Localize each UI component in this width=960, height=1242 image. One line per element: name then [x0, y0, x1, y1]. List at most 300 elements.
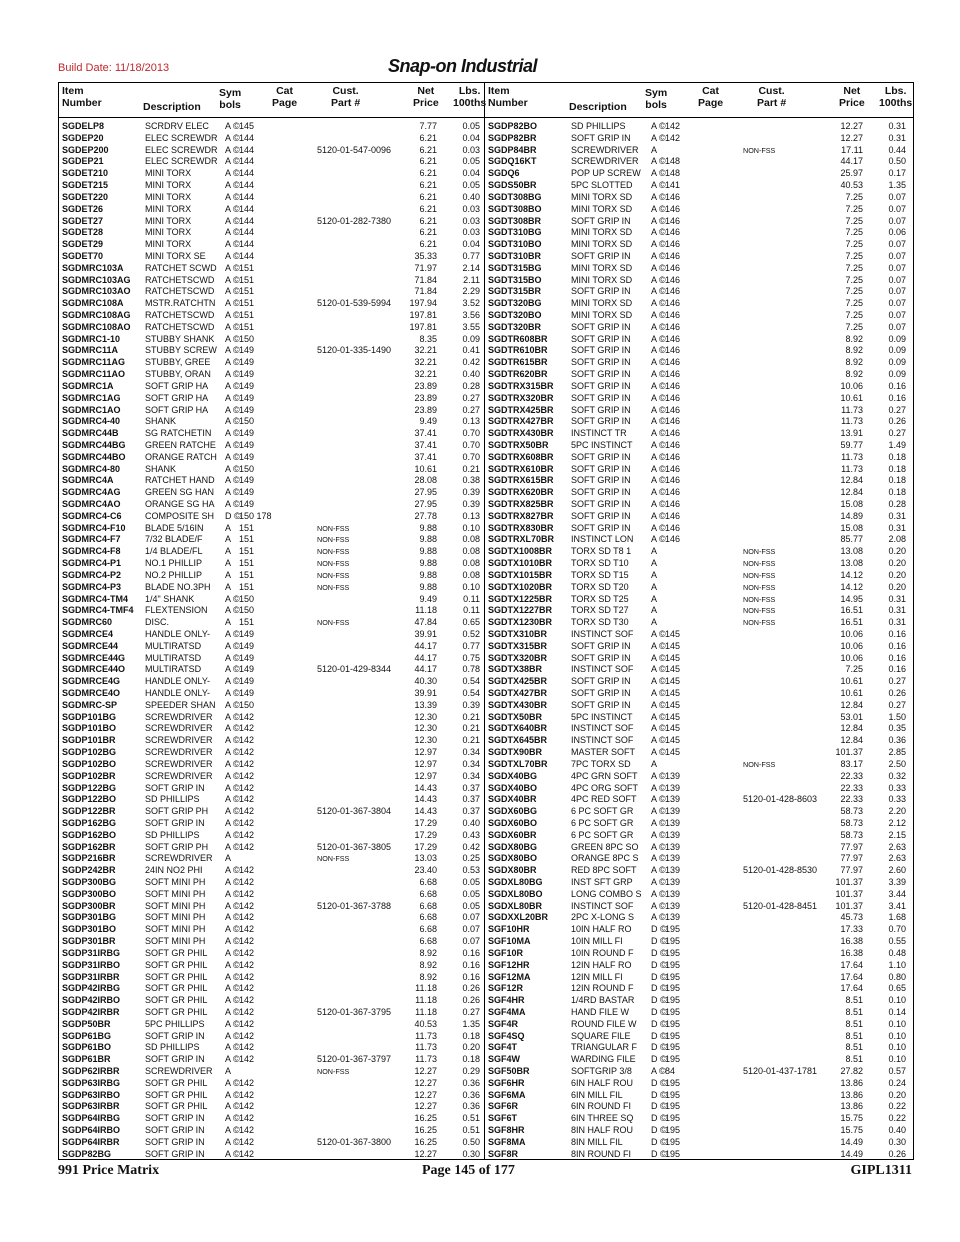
- description: 12IN HALF RO: [571, 959, 632, 970]
- table-row: [485, 664, 913, 676]
- net-price: 7.25: [845, 321, 863, 332]
- symbols: A ©: [225, 747, 240, 758]
- cat-page: 142: [239, 1148, 255, 1159]
- weight: 2.29: [462, 286, 480, 297]
- net-price: 47.84: [414, 617, 437, 628]
- description: 5PC SLOTTED: [571, 180, 633, 191]
- description: SOFT MINI PH: [145, 912, 206, 923]
- item-number: SGDXL80BR: [488, 900, 543, 911]
- symbols: A: [651, 558, 658, 569]
- symbols: A ©: [651, 900, 666, 911]
- cat-page: 146: [665, 380, 681, 391]
- net-price: 101.37: [835, 900, 863, 911]
- symbols: A ©: [225, 203, 240, 214]
- weight: 0.07: [888, 310, 906, 320]
- weight: 0.16: [888, 380, 906, 391]
- table-row: [485, 1090, 913, 1102]
- net-price: 27.95: [414, 487, 437, 498]
- table-row: [485, 322, 913, 334]
- symbols: A ©: [651, 499, 666, 509]
- cust-part: 5120-01-367-3795: [317, 1006, 392, 1017]
- item-number: SGDTX1020BR: [488, 581, 553, 592]
- symbols: A ©: [651, 168, 666, 179]
- item-number: SGDMRC4-TMF4: [62, 605, 134, 616]
- cat-page: 195: [665, 983, 681, 994]
- description: SOFT GRIP IN: [145, 1030, 205, 1041]
- cust-part: NON-FSS: [743, 606, 776, 616]
- table-row: [485, 334, 913, 346]
- description: MULTIRATSD: [145, 652, 202, 663]
- weight: 0.21: [462, 735, 480, 746]
- item-number: SGF4W: [488, 1054, 521, 1065]
- footer-page-number: Page 145 of 177: [422, 1163, 515, 1178]
- weight: 0.18: [888, 463, 906, 474]
- symbols: A ©: [225, 1125, 240, 1136]
- left-header-net: Net Price: [413, 85, 439, 109]
- symbols: A ©: [225, 900, 240, 911]
- table-row: [59, 747, 484, 759]
- description: MINI TORX SD: [571, 298, 633, 309]
- cat-page: 145: [665, 676, 681, 687]
- table-row: [485, 889, 913, 901]
- net-price: 71.84: [414, 274, 437, 285]
- item-number: SGDTR608BR: [488, 333, 548, 344]
- weight: 0.42: [462, 841, 480, 852]
- table-row: [59, 889, 484, 901]
- cat-page: 145: [665, 640, 681, 651]
- table-row: [59, 286, 484, 298]
- table-row: [59, 310, 484, 322]
- weight: 0.20: [888, 558, 906, 569]
- cat-page: 146: [665, 510, 681, 521]
- description: 6IN HALF ROU: [571, 1077, 634, 1088]
- item-number: SGDMRC108AO: [62, 321, 131, 332]
- weight: 0.20: [888, 1089, 906, 1100]
- cat-page: 151: [239, 534, 255, 545]
- weight: 0.03: [462, 215, 480, 226]
- description: SOFT GRIP IN: [571, 640, 631, 651]
- net-price: 58.73: [840, 817, 863, 828]
- symbols: A: [225, 546, 232, 557]
- weight: 3.44: [888, 888, 906, 899]
- item-number: SGDX80BO: [488, 853, 538, 864]
- description: INSTINCT SOF: [571, 735, 634, 746]
- table-row: [59, 180, 484, 192]
- net-price: 15.08: [840, 499, 863, 509]
- weight: 0.26: [888, 1148, 906, 1159]
- weight: 0.78: [462, 664, 480, 675]
- cat-page: 149: [239, 451, 255, 462]
- symbols: A: [225, 581, 232, 592]
- description: 12IN MILL FI: [571, 971, 623, 982]
- item-number: SGF12MA: [488, 971, 531, 982]
- cat-page: 139: [665, 770, 681, 781]
- item-number: SGDET215: [62, 180, 109, 191]
- net-price: 14.49: [840, 1136, 863, 1147]
- weight: 0.10: [888, 995, 906, 1006]
- table-row: [485, 381, 913, 393]
- symbols: A ©: [225, 971, 240, 982]
- weight: 0.05: [462, 900, 480, 911]
- weight: 1.49: [888, 439, 906, 450]
- description: 7/32 BLADE/F: [145, 534, 203, 545]
- table-row: [485, 310, 913, 322]
- cust-part: NON-FSS: [743, 559, 776, 569]
- table-row: [485, 452, 913, 464]
- symbols: A ©: [225, 912, 240, 923]
- symbols: A ©: [651, 298, 666, 309]
- weight: 2.08: [888, 534, 906, 545]
- symbols: A ©: [225, 688, 240, 698]
- item-number: SGDMRC44BG: [62, 439, 126, 450]
- symbols: A ©: [225, 652, 240, 663]
- table-row: [485, 735, 913, 747]
- cat-page: 142: [239, 758, 255, 769]
- cust-part: 5120-01-428-8451: [743, 900, 818, 911]
- net-price: 12.27: [840, 121, 863, 131]
- cat-page: 149: [239, 640, 255, 651]
- item-number: SGDMRC4-P2: [62, 569, 122, 580]
- item-number: SGF4SQ: [488, 1030, 525, 1041]
- item-number: SGDMRCE4: [62, 628, 114, 639]
- price-table: [58, 82, 914, 1160]
- item-number: SGDTRX320BR: [488, 392, 554, 403]
- symbols: D ©: [651, 1148, 667, 1159]
- table-row: [485, 995, 913, 1007]
- weight: 0.31: [888, 593, 906, 604]
- symbols: A ©: [651, 274, 666, 285]
- net-price: 71.97: [414, 262, 437, 273]
- cat-page: 144: [239, 180, 255, 191]
- symbols: A ©: [651, 735, 666, 746]
- description: SOFT GRIP IN: [571, 286, 631, 297]
- cat-page: 195: [665, 1089, 681, 1100]
- symbols: A ©: [651, 156, 666, 167]
- table-row: [59, 936, 484, 948]
- table-row: [59, 877, 484, 889]
- symbols: D ©: [651, 936, 667, 947]
- cat-page: 139: [665, 900, 681, 911]
- weight: 0.05: [462, 180, 480, 191]
- symbols: A ©: [225, 1089, 240, 1100]
- net-price: 32.21: [414, 345, 437, 356]
- description: MINI TORX SD: [571, 227, 633, 238]
- item-number: SGDP64IRBG: [62, 1113, 121, 1124]
- description: 5PC INSTINCT: [571, 711, 633, 722]
- weight: 3.41: [888, 900, 906, 911]
- cat-page: 150 178: [239, 510, 272, 521]
- cat-page: 144: [239, 203, 255, 214]
- net-price: 6.21: [419, 227, 437, 238]
- table-row: [485, 1149, 913, 1161]
- cat-page: 149: [239, 392, 255, 403]
- symbols: A: [651, 617, 658, 628]
- cust-part: 5120-01-367-3788: [317, 900, 392, 911]
- symbols: D ©: [651, 1101, 667, 1112]
- item-number: SGDP301BO: [62, 924, 117, 935]
- cat-page: 149: [239, 380, 255, 391]
- cat-page: 151: [239, 262, 255, 273]
- cat-page: 146: [665, 262, 681, 273]
- cat-page: 146: [665, 404, 681, 415]
- item-number: SGDP64IRBR: [62, 1136, 120, 1147]
- weight: 0.27: [462, 1006, 480, 1017]
- description: SCREWDRIVER: [145, 747, 213, 758]
- symbols: A ©: [225, 156, 240, 167]
- description: INSTINCT SOF: [571, 628, 634, 639]
- weight: 0.20: [888, 581, 906, 592]
- symbols: A ©: [651, 475, 666, 486]
- description: SOFT GRIP IN: [571, 369, 631, 380]
- left-header-lbs: Lbs. 100ths: [453, 85, 487, 109]
- net-price: 11.18: [415, 605, 437, 616]
- item-number: SGDX60BO: [488, 817, 538, 828]
- cat-page: 142: [239, 947, 255, 958]
- weight: 0.07: [462, 912, 480, 923]
- weight: 2.14: [462, 262, 480, 273]
- cat-page: 139: [665, 853, 681, 864]
- symbols: A ©: [225, 877, 240, 887]
- description: SOFT GRIP HA: [145, 380, 209, 391]
- net-price: 32.21: [414, 357, 437, 368]
- net-price: 17.11: [841, 144, 863, 155]
- cat-page: 195: [665, 1030, 681, 1041]
- item-number: SGDMRCE44O: [62, 664, 126, 675]
- item-number: SGF8R: [488, 1148, 519, 1159]
- table-row: [59, 145, 484, 157]
- description: SOFT GR PHIL: [145, 995, 208, 1006]
- description: SOFT GRIP IN: [571, 380, 631, 391]
- cat-page: 151: [239, 569, 255, 580]
- cust-part: 5120-01-367-3805: [317, 841, 392, 852]
- item-number: SGF6R: [488, 1101, 519, 1112]
- item-number: SGDT315BO: [488, 274, 542, 285]
- weight: 0.08: [462, 546, 480, 557]
- description: GREEN 8PC SO: [571, 841, 639, 852]
- weight: 0.26: [462, 995, 480, 1006]
- weight: 0.27: [462, 392, 480, 403]
- symbols: A ©: [225, 959, 240, 970]
- symbols: A: [225, 522, 232, 533]
- net-price: 12.97: [414, 747, 437, 758]
- net-price: 12.84: [840, 487, 863, 498]
- net-price: 6.68: [419, 924, 437, 935]
- symbols: D ©: [651, 1054, 667, 1065]
- cat-page: 142: [239, 735, 255, 746]
- weight: 0.16: [462, 959, 480, 970]
- symbols: A ©: [651, 463, 666, 474]
- table-row: [59, 783, 484, 795]
- weight: 0.53: [462, 865, 480, 876]
- weight: 1.50: [888, 711, 906, 722]
- weight: 0.36: [888, 735, 906, 746]
- description: MSTR.RATCHTN: [145, 298, 216, 309]
- item-number: SGDP61BR: [62, 1054, 111, 1065]
- item-number: SGDXXL20BR: [488, 912, 549, 923]
- cat-page: 195: [665, 924, 681, 935]
- weight: 0.10: [462, 581, 480, 592]
- description: SOFT GRIP IN: [571, 451, 631, 462]
- cat-page: 144: [239, 156, 255, 167]
- weight: 0.18: [462, 1030, 480, 1041]
- weight: 0.29: [462, 1066, 480, 1076]
- item-number: SGF6T: [488, 1113, 518, 1124]
- symbols: A ©: [225, 1006, 240, 1017]
- net-price: 44.17: [840, 156, 863, 167]
- cat-page: 149: [239, 487, 255, 498]
- cat-page: 142: [239, 995, 255, 1006]
- description: NO.1 PHILLIP: [145, 558, 203, 569]
- description: SCREWDRIVER: [571, 156, 639, 167]
- table-row: [485, 570, 913, 582]
- description: SOFT MINI PH: [145, 936, 206, 947]
- description: 10IN MILL FI: [571, 936, 623, 947]
- table-row: [59, 1078, 484, 1090]
- table-row: [59, 960, 484, 972]
- table-row: [485, 594, 913, 606]
- table-row: [59, 416, 484, 428]
- symbols: A ©: [225, 499, 240, 509]
- net-price: 10.06: [840, 640, 863, 651]
- table-row: [59, 948, 484, 960]
- cat-page: 195: [665, 995, 681, 1006]
- cat-page: 144: [239, 227, 255, 238]
- weight: 0.07: [888, 298, 906, 309]
- cat-page: 142: [239, 770, 255, 781]
- description: SCREWDRIVER: [145, 711, 213, 722]
- net-price: 11.73: [415, 1042, 437, 1053]
- left-header-cust: Cust. Part #: [331, 85, 361, 109]
- weight: 0.07: [888, 262, 906, 273]
- net-price: 13.39: [414, 699, 437, 710]
- net-price: 6.21: [419, 156, 437, 167]
- symbols: D ©: [651, 1089, 667, 1100]
- description: 2PC X-LONG S: [571, 912, 635, 923]
- item-number: SGDP42IRBG: [62, 983, 121, 994]
- net-price: 40.30: [414, 676, 437, 687]
- net-price: 15.08: [840, 522, 863, 533]
- net-price: 12.27: [414, 1089, 437, 1100]
- symbols: A ©: [651, 688, 666, 698]
- cat-page: 142: [239, 924, 255, 935]
- weight: 0.21: [462, 723, 480, 734]
- cat-page: 195: [665, 936, 681, 947]
- weight: 0.52: [462, 628, 480, 639]
- table-row: [485, 972, 913, 984]
- table-row: [59, 605, 484, 617]
- description: TRIANGULAR F: [571, 1042, 638, 1053]
- weight: 0.09: [462, 333, 480, 344]
- net-price: 27.78: [414, 510, 437, 521]
- symbols: A ©: [651, 853, 666, 864]
- cat-page: 142: [239, 723, 255, 734]
- weight: 0.07: [888, 191, 906, 202]
- description: SOFT GRIP IN: [571, 215, 631, 226]
- net-price: 39.91: [414, 628, 437, 639]
- description: GREEN RATCHE: [145, 439, 216, 450]
- cat-page: 144: [239, 132, 255, 143]
- item-number: SGDMRC4-C6: [62, 510, 122, 521]
- table-row: [485, 924, 913, 936]
- cust-part: 5120-01-539-5994: [317, 298, 392, 309]
- weight: 0.31: [888, 132, 906, 143]
- cust-part: NON-FSS: [317, 854, 350, 864]
- weight: 0.07: [888, 286, 906, 297]
- weight: 0.09: [888, 333, 906, 344]
- cust-part: 5120-01-367-3800: [317, 1136, 392, 1147]
- description: SCREWDRIVER: [145, 770, 213, 781]
- item-number: SGDTR620BR: [488, 369, 548, 380]
- weight: 0.10: [888, 1030, 906, 1041]
- item-number: SGDTRX827BR: [488, 510, 554, 521]
- table-row: [59, 1066, 484, 1078]
- cust-part: NON-FSS: [743, 594, 776, 604]
- description: SOFT MINI PH: [145, 888, 206, 899]
- description: INSTINCT TR: [571, 428, 627, 439]
- weight: 0.21: [462, 463, 480, 474]
- symbols: A ©: [225, 274, 240, 285]
- net-price: 11.73: [415, 1054, 437, 1065]
- net-price: 13.86: [840, 1101, 863, 1112]
- item-number: SGF8MA: [488, 1136, 526, 1147]
- symbols: A ©: [225, 1113, 240, 1124]
- description: TORX SD T25: [571, 593, 629, 604]
- item-number: SGDP82BG: [62, 1148, 112, 1159]
- table-row: [59, 806, 484, 818]
- cat-page: 146: [665, 203, 681, 214]
- table-row: [485, 617, 913, 629]
- cat-page: 146: [665, 227, 681, 238]
- weight: 0.03: [462, 203, 480, 214]
- item-number: SGDT320BG: [488, 298, 542, 309]
- weight: 0.51: [462, 1113, 480, 1124]
- net-price: 59.77: [840, 439, 863, 450]
- net-price: 12.84: [840, 735, 863, 746]
- weight: 0.65: [888, 983, 906, 994]
- table-row: [485, 1113, 913, 1125]
- cat-page: 142: [239, 1030, 255, 1041]
- symbols: A: [651, 144, 658, 155]
- item-number: SGDTX38BR: [488, 664, 543, 675]
- cat-page: 149: [239, 688, 255, 698]
- table-row: [485, 345, 913, 357]
- description: SOFT GRIP IN: [145, 1054, 205, 1065]
- cat-page: 195: [665, 1042, 681, 1053]
- weight: 0.70: [462, 451, 480, 462]
- symbols: A ©: [651, 877, 666, 887]
- table-row: [59, 1090, 484, 1102]
- weight: 0.33: [888, 794, 906, 805]
- description: STUBBY SCREW: [145, 345, 217, 356]
- symbols: A ©: [225, 1136, 240, 1147]
- cat-page: 142: [239, 959, 255, 970]
- weight: 0.26: [888, 688, 906, 698]
- cat-page: 146: [665, 392, 681, 403]
- cat-page: 84: [665, 1066, 676, 1076]
- table-row: [59, 216, 484, 228]
- table-row: [485, 1125, 913, 1137]
- description: MASTER SOFT: [571, 747, 636, 758]
- description: WARDING FILE: [571, 1054, 636, 1065]
- weight: 0.11: [463, 605, 480, 616]
- symbols: D ©: [651, 1136, 667, 1147]
- table-row: [59, 983, 484, 995]
- table-row: [59, 464, 484, 476]
- net-price: 77.97: [840, 853, 863, 864]
- cat-page: 151: [239, 617, 255, 628]
- cat-page: 144: [239, 250, 255, 261]
- description: INST SFT GRP: [571, 877, 633, 887]
